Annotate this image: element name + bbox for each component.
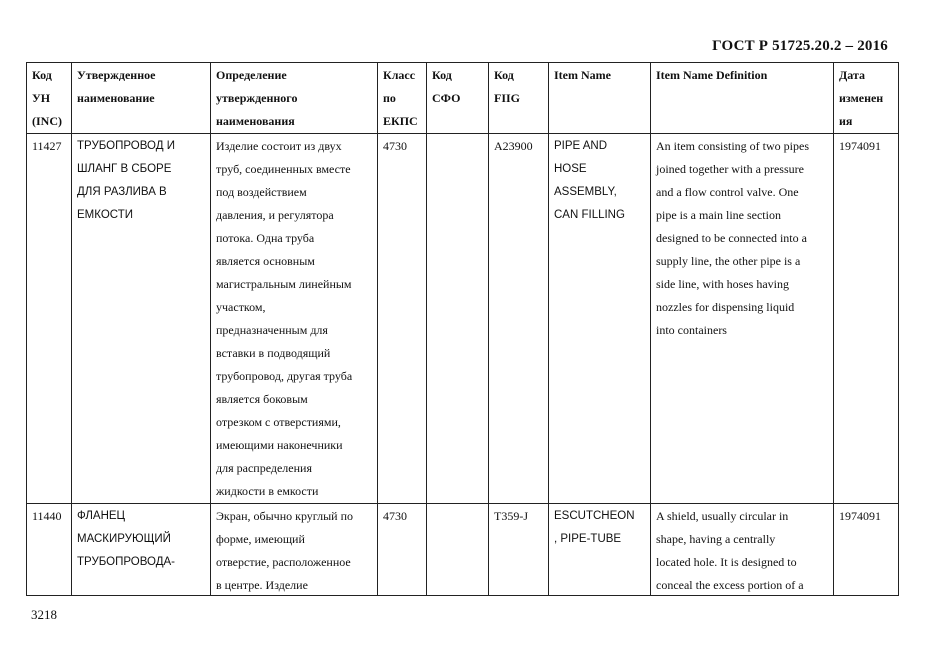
column-header-inc: Код УН (INC) <box>27 63 72 134</box>
table-row <box>27 134 899 504</box>
cell-sfo <box>427 504 489 596</box>
cell-definition-en: A shield, usually circular in shape, having a centrally located hole. It is designed to conceal the excess portion of a <box>651 504 834 596</box>
cell-inc: 11427 <box>27 134 72 504</box>
cell-class: 4730 <box>378 134 427 504</box>
column-header-definition-ru: Определение утвержденного наименования <box>211 63 378 134</box>
column-header-item-name: Item Name <box>549 63 651 134</box>
cell-class: 4730 <box>378 504 427 596</box>
column-header-definition-en: Item Name Definition <box>651 63 834 134</box>
table-row <box>27 504 899 596</box>
codification-table <box>26 62 899 596</box>
cell-item-name: PIPE AND HOSE ASSEMBLY, CAN FILLING <box>549 134 651 504</box>
cell-fiig: A23900 <box>489 134 549 504</box>
cell-approved-name: ТРУБОПРОВОД И ШЛАНГ В СБОРЕ ДЛЯ РАЗЛИВА В ЕМКОСТИ <box>72 134 211 504</box>
column-header-sfo: Код СФО <box>427 63 489 134</box>
cell-fiig: T359-J <box>489 504 549 596</box>
cell-item-name: ESCUTCHEON , PIPE-TUBE <box>549 504 651 596</box>
cell-definition-ru: Изделие состоит из двух труб, соединенных вместе под воздействием давления, и регулятора потока. Одна труба является основным магистральным линейным участком, предназначенным для вставки в подводящий трубопровод, другая труба является боковым отрезком с отверстиями, имеющими наконечники для распределения жидкости в емкости <box>211 134 378 504</box>
cell-date: 1974091 <box>834 504 899 596</box>
column-header-date: Дата изменен ия <box>834 63 899 134</box>
cell-definition-en: An item consisting of two pipes joined together with a pressure and a flow control valve. One pipe is a main line section designed to be connected into a supply line, the other pipe is a side line, with hoses having nozzles for dispensing liquid into containers <box>651 134 834 504</box>
column-header-approved-name: Утвержденное наименование <box>72 63 211 134</box>
cell-date: 1974091 <box>834 134 899 504</box>
column-header-class: Класс по ЕКПС <box>378 63 427 134</box>
table-header-row <box>27 63 899 134</box>
cell-definition-ru: Экран, обычно круглый по форме, имеющий отверстие, расположенное в центре. Изделие <box>211 504 378 596</box>
page-number: 3218 <box>31 607 57 622</box>
column-header-fiig: Код FIIG <box>489 63 549 134</box>
cell-inc: 11440 <box>27 504 72 596</box>
cell-sfo <box>427 134 489 504</box>
cell-approved-name: ФЛАНЕЦ МАСКИРУЮЩИЙ ТРУБОПРОВОДА- <box>72 504 211 596</box>
document-standard-title: ГОСТ Р 51725.20.2 – 2016 <box>712 38 888 54</box>
